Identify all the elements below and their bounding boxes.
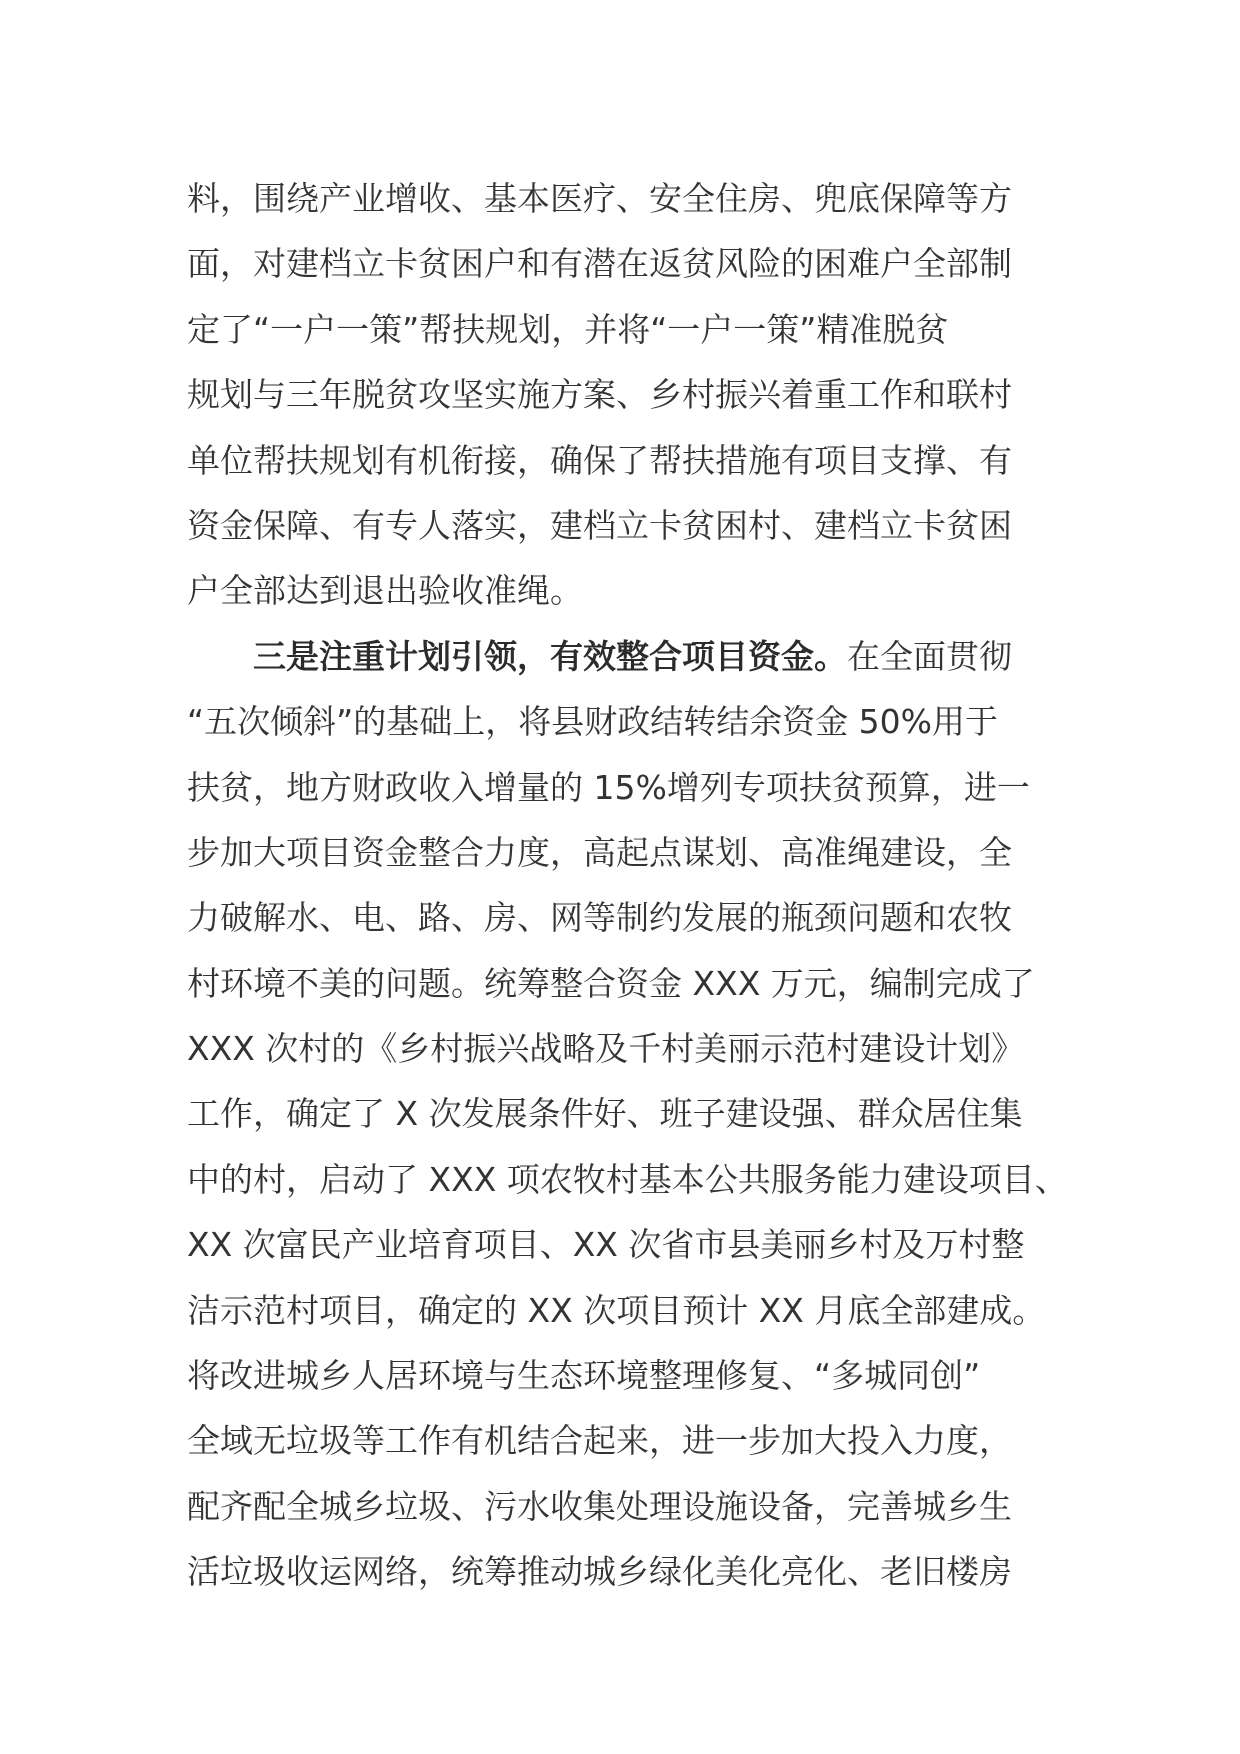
text-line: 规划与三年脱贫攻坚实施方案、乡村振兴着重工作和联村 <box>187 375 1012 415</box>
text-line: 面，对建档立卡贫困户和有潜在返贫风险的困难户全部制 <box>187 244 1012 284</box>
text-line: 户全部达到退出验收准绳。 <box>187 571 583 611</box>
paragraph-first-line <box>187 624 1067 689</box>
text-line: 中的村，启动了 XXX 项农牧村基本公共服务能力建设项目、 <box>187 1159 1068 1199</box>
text-line: 活垃圾收运网络，统筹推动城乡绿化美化亮化、老旧楼房 <box>187 1552 1012 1592</box>
text-line: 村环境不美的问题。统筹整合资金 XXX 万元，编制完成了 <box>187 963 1035 1003</box>
paragraph-lead-heading: 三是注重计划引领，有效整合项目资金。 <box>253 636 847 676</box>
text-line: 洁示范村项目，确定的 XX 次项目预计 XX 月底全部建成。 <box>187 1290 1046 1330</box>
text-line: 工作，确定了 X 次发展条件好、班子建设强、群众居住集 <box>187 1094 1023 1134</box>
text-line: 单位帮扶规划有机衔接，确保了帮扶措施有项目支撑、有 <box>187 440 1012 480</box>
text-line: 配齐配全城乡垃圾、污水收集处理设施设备，完善城乡生 <box>187 1486 1012 1526</box>
text-line: 资金保障、有专人落实，建档立卡贫困村、建档立卡贫困 <box>187 505 1012 545</box>
text-line: 全域无垃圾等工作有机结合起来，进一步加大投入力度， <box>187 1421 1012 1461</box>
paragraph-first-line-text: 在全面贯彻 <box>847 636 1012 676</box>
text-line: 定了“一户一策”帮扶规划，并将“一户一策”精准脱贫 <box>187 309 949 349</box>
text-line: 步加大项目资金整合力度，高起点谋划、高准绳建设，全 <box>187 832 1012 872</box>
text-line: XXX 次村的《乡村振兴战略及千村美丽示范村建设计划》 <box>187 1029 1025 1069</box>
document-body <box>187 166 1067 1605</box>
text-line: 力破解水、电、路、房、网等制约发展的瓶颈问题和农牧 <box>187 898 1012 938</box>
text-line: XX 次富民产业培育项目、XX 次省市县美丽乡村及万村整 <box>187 1225 1025 1265</box>
text-line: 扶贫，地方财政收入增量的 15%增列专项扶贫预算，进一 <box>187 767 1030 807</box>
text-line: 将改进城乡人居环境与生态环境整理修复、“多城同创” <box>187 1356 981 1396</box>
text-line: 料，围绕产业增收、基本医疗、安全住房、兜底保障等方 <box>187 179 1012 218</box>
text-line: “五次倾斜”的基础上，将县财政结转结余资金 50%用于 <box>187 702 999 742</box>
